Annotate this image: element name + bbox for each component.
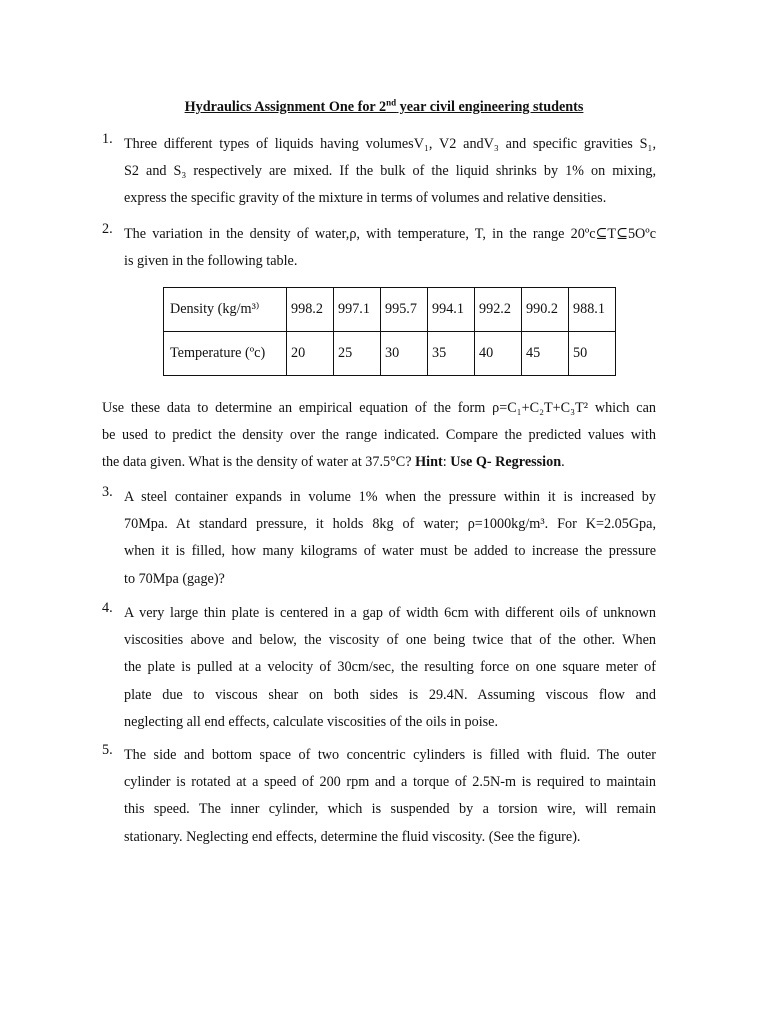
- row-label-temperature: Temperature (ºc): [164, 332, 287, 376]
- density-temperature-table: [163, 287, 616, 376]
- paragraph-line: be used to predict the density over the range indicated. Compare the predicted values with: [102, 427, 656, 444]
- table-cell: 45: [522, 332, 569, 376]
- question-line: cylinder is rotated at a speed of 200 rpm and a torque of 2.5N-m is required to maintain: [124, 774, 656, 791]
- title-text-end: year civil engineering students: [396, 99, 584, 115]
- question-line: neglecting all end effects, calculate viscosities of the oils in poise.: [124, 713, 499, 730]
- question-line: plate due to viscous shear on both sides is 29.4N. Assuming viscous flow and: [124, 686, 656, 703]
- table-cell: 35: [428, 332, 475, 376]
- question-number: 1.: [102, 131, 113, 147]
- paragraph-line: Use these data to determine an empirical equation of the form ρ=C₁+C₂T+C₃T² which can: [102, 400, 656, 416]
- table-cell: 25: [334, 332, 381, 376]
- question-5: [102, 742, 656, 851]
- table-row: [164, 332, 616, 376]
- table-cell: 997.1: [334, 288, 381, 332]
- question-line: The side and bottom space of two concentric cylinders is filled with fluid. The outer: [124, 747, 656, 763]
- question-line: stationary. Neglecting end effects, determine the fluid viscosity. (See the figure).: [124, 828, 581, 845]
- paragraph-line: [102, 449, 656, 476]
- question-line: to 70Mpa (gage)?: [124, 570, 225, 587]
- table-cell: 20: [287, 332, 334, 376]
- question-line: Three different types of liquids having volumesV₁, V2 andV₃ and specific gravities S₁,: [124, 136, 656, 152]
- table-cell: 994.1: [428, 288, 475, 332]
- table-cell: 30: [381, 332, 428, 376]
- question-line: The variation in the density of water,ρ, with temperature, T, in the range 20ºc⊆T⊆5Oºc: [124, 226, 656, 242]
- question-2: [102, 221, 656, 275]
- question-line: express the specific gravity of the mixture in terms of volumes and relative densities.: [124, 190, 607, 207]
- table-cell: 40: [475, 332, 522, 376]
- question-line: A very large thin plate is centered in a gap of width 6cm with different oils of unknown: [124, 605, 656, 621]
- regression-paragraph: [102, 395, 656, 477]
- question-line: this speed. The inner cylinder, which is suspended by a torsion wire, will remain: [124, 801, 656, 818]
- table-row: [164, 288, 616, 332]
- title-superscript: nd: [386, 97, 397, 108]
- question-4: [102, 600, 656, 736]
- question-1: [102, 131, 656, 213]
- table-cell: 990.2: [522, 288, 569, 332]
- question-number: 3.: [102, 484, 113, 500]
- question-line: the plate is pulled at a velocity of 30cm/sec, the resulting force on one square meter of: [124, 659, 656, 676]
- table-cell: 998.2: [287, 288, 334, 332]
- title-text: Hydraulics Assignment One for 2: [184, 99, 387, 115]
- question-line: A steel container expands in volume 1% when the pressure within it is increased by: [124, 489, 656, 505]
- question-number: 4.: [102, 600, 113, 616]
- hint-text: Use Q- Regression: [450, 454, 562, 471]
- question-line: viscosities above and below, the viscosity of one being twice that of the other. When: [124, 632, 656, 649]
- table-cell: 992.2: [475, 288, 522, 332]
- row-label-density: Density (kg/m³⁾: [164, 288, 287, 332]
- question-line: 70Mpa. At standard pressure, it holds 8kg of water; ρ=1000kg/m³. For K=2.05Gpa,: [124, 516, 656, 533]
- question-number: 5.: [102, 742, 113, 758]
- table-cell: 995.7: [381, 288, 428, 332]
- question-number: 2.: [102, 221, 113, 237]
- hint-separator: :: [442, 454, 451, 471]
- question-line: S2 and S₃ respectively are mixed. If the bulk of the liquid shrinks by 1% on mixing,: [124, 163, 656, 180]
- table-cell: 50: [569, 332, 616, 376]
- hint-label: Hint: [415, 454, 443, 471]
- question-line: when it is filled, how many kilograms of water must be added to increase the pressure: [124, 543, 656, 560]
- question-3: [102, 484, 656, 593]
- question-line: is given in the following table.: [124, 253, 298, 270]
- page-title: [0, 99, 768, 116]
- paragraph-text: the data given. What is the density of water at 37.5°C?: [102, 454, 416, 471]
- paragraph-end: .: [561, 454, 565, 471]
- table-cell: 988.1: [569, 288, 616, 332]
